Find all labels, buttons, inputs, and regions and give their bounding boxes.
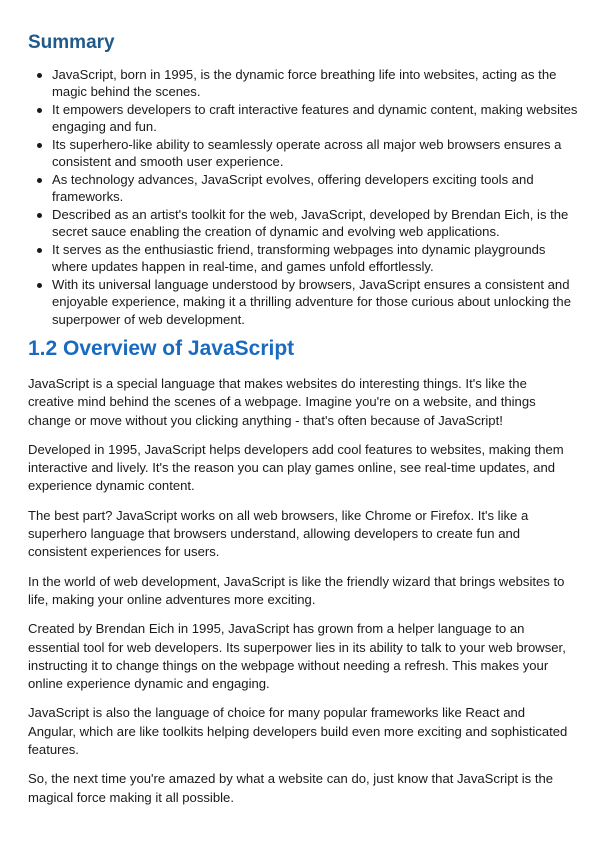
overview-paragraph: Created by Brendan Eich in 1995, JavaScript has grown from a helper language to an essential tool for web developers. Its superpower lies in its ability to talk to your web browser, instructing it to change things on the webpage without needing a refresh. This makes your online experience dynamic and engaging. bbox=[28, 621, 566, 692]
summary-bullet: It serves as the enthusiastic friend, transforming webpages into dynamic playgrounds where updates happen in real-time, and games unfold effortlessly. bbox=[52, 241, 582, 276]
overview-paragraph: The best part? JavaScript works on all web browsers, like Chrome or Firefox. It's like a superhero language that browsers understand, allowing developers to create fun and consistent experiences for users. bbox=[28, 507, 529, 560]
summary-bullet: Described as an artist's toolkit for the web, JavaScript, developed by Brendan Eich, is the secret sauce enabling the creation of dynamic and evolving web applications. bbox=[52, 206, 582, 241]
summary-bullet: JavaScript, born in 1995, is the dynamic force breathing life into websites, acting as the magic behind the scenes. bbox=[52, 66, 582, 101]
overview-paragraph: So, the next time you're amazed by what a website can do, just know that JavaScript is the magical force making it all possible. bbox=[28, 771, 554, 805]
summary-bullet-list bbox=[28, 66, 582, 328]
summary-bullet: With its universal language understood by browsers, JavaScript ensures a consistent and enjoyable experience, making it a thrilling adventure for those curious about unlocking the superpower of web development. bbox=[52, 276, 582, 328]
overview-paragraph: Developed in 1995, JavaScript helps developers add cool features to websites, making them interactive and lively. It's the reason you can play games online, see real-time updates, and experience dynamic content. bbox=[28, 441, 564, 494]
summary-bullet: Its superhero-like ability to seamlessly operate across all major web browsers ensures a consistent and smooth user experience. bbox=[52, 136, 582, 171]
overview-paragraph: JavaScript is also the language of choice for many popular frameworks like React and Angular, which are like toolkits helping developers build even more exciting and sophisticated features. bbox=[28, 705, 568, 758]
overview-paragraph: In the world of web development, JavaScript is like the friendly wizard that brings websites to life, making your online adventures more exciting. bbox=[28, 573, 565, 607]
overview-body bbox=[28, 375, 573, 818]
overview-heading: 1.2 Overview of JavaScript bbox=[28, 337, 295, 360]
overview-paragraph: JavaScript is a special language that makes websites do interesting things. It's like the creative mind behind the scenes of a webpage. Imagine you're on a website, and things change or move without you clicking anything - that's often because of JavaScript! bbox=[28, 376, 536, 428]
summary-bullet: As technology advances, JavaScript evolves, offering developers exciting tools and frameworks. bbox=[52, 171, 582, 206]
summary-heading: Summary bbox=[28, 32, 115, 53]
summary-bullet: It empowers developers to craft interactive features and dynamic content, making websites engaging and fun. bbox=[52, 101, 582, 136]
